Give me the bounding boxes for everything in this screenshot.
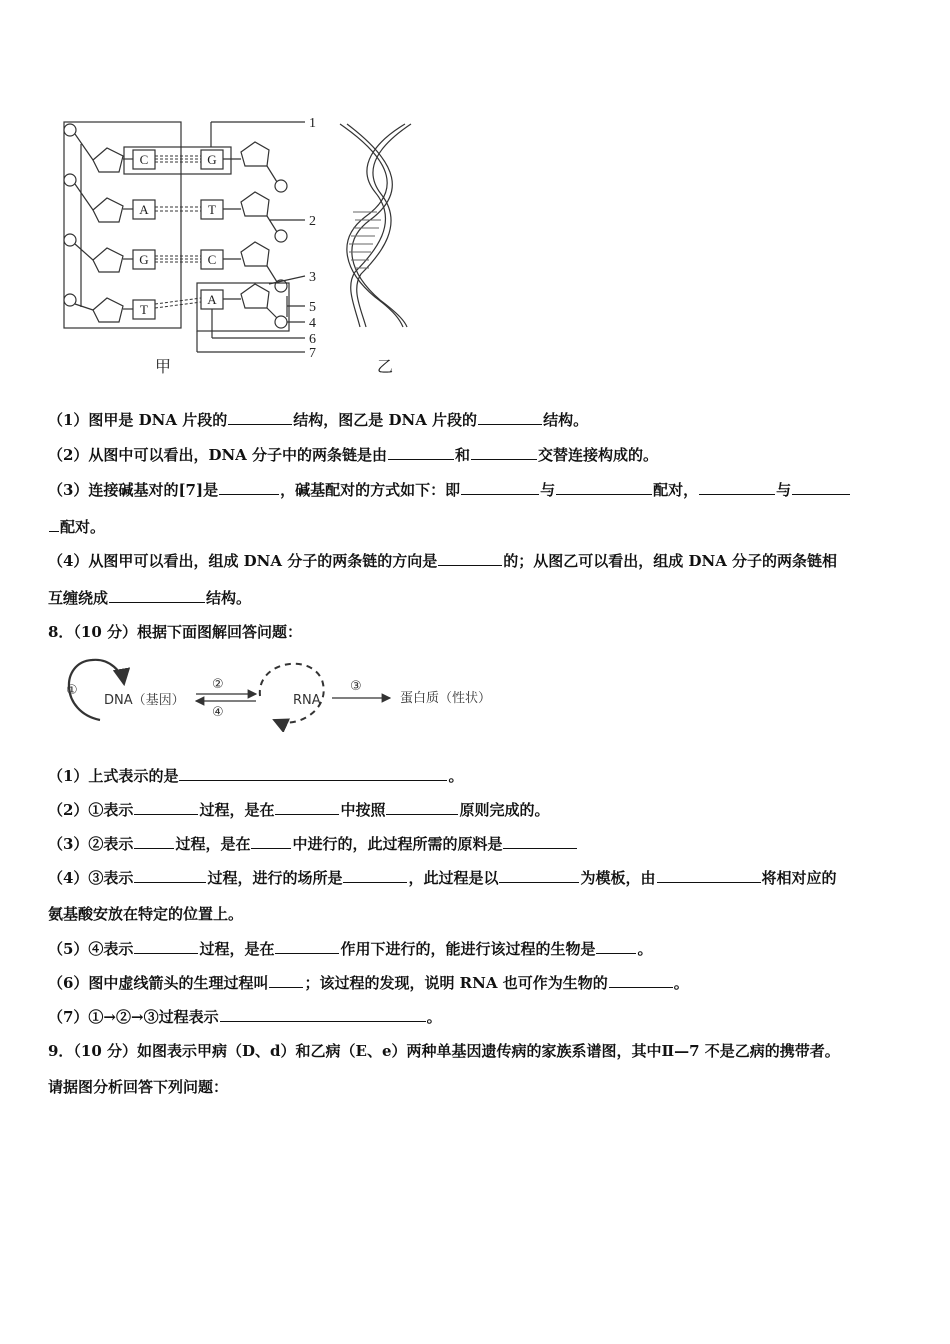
rna-label: RNA [293,693,321,708]
q8-part-1: （1）上式表示的是 。 [48,764,910,787]
base-right-4: A [207,292,217,307]
protein-label: 蛋白质（性状） [400,691,492,706]
q9-instruction: 请据图分析回答下列问题： [48,1078,229,1096]
mark-3: ③ [350,679,362,694]
q9-header: 9．（10 分）如图表示甲病（D、d）和乙病（E、e）两种单基因遗传病的家族系谱图，其中Ⅱ—7 不是乙病的携带者。 [48,1042,840,1060]
dna-label: DNA（基因） [104,693,185,708]
q8-header: 8．（10 分）根据下面图解回答问题： [48,623,303,641]
callout-5: 5 [309,300,316,315]
base-right-1: G [207,152,217,167]
q8-part-4-cont: 氨基酸安放在特定的位置上。 [48,905,244,923]
mark-2: ② [212,677,224,692]
callout-4: 4 [309,316,316,331]
q8-part-6: （6）图中虚线箭头的生理过程叫 ；该过程的发现，说明 RNA 也可作为生物的 。 [48,971,910,994]
central-dogma-diagram [60,652,520,732]
base-left-4: T [140,302,148,317]
q8-part-2: （2）①表示 过程，是在 中按照 原则完成的。 [48,798,910,821]
base-left-2: A [139,202,149,217]
q8-part-7: （7）①→②→③过程表示 。 [48,1005,910,1028]
base-right-2: T [208,202,216,217]
caption-jia: 甲 [154,357,172,376]
base-left-1: C [139,152,149,167]
base-left-3: G [139,252,149,267]
q8-part-5: （5）④表示 过程，是在 作用下进行的，能进行该过程的生物是 。 [48,937,910,960]
callout-2: 2 [309,214,316,229]
base-right-3: C [207,252,217,267]
q7-part-4: （4）从图甲可以看出，组成 DNA 分子的两条链的方向是 的；从图乙可以看出，组成 DNA 分子的两条链相 [48,549,910,572]
mark-1: ① [66,683,78,698]
callout-7: 7 [309,346,316,361]
q7-part-2: （2）从图中可以看出，DNA 分子中的两条链是由 和 交替连接构成的。 [48,443,910,466]
dna-structure-figure [55,112,435,382]
q7-part-3-cont: 配对。 [48,515,910,538]
callout-6: 6 [309,332,316,347]
q8-part-4: （4）③表示 过程，进行的场所是 ，此过程是以 为模板，由 将相对应的 [48,866,910,889]
q7-part-1: （1）图甲是 DNA 片段的 结构，图乙是 DNA 片段的 结构。 [48,408,910,431]
q7-part-3: （3）连接碱基对的[7]是 ，碱基配对的方式如下：即 与 配对， 与 [48,478,910,501]
q7-part-4-cont: 互缠绕成 结构。 [48,586,910,609]
callout-3: 3 [309,270,316,285]
mark-4: ④ [212,705,224,720]
q8-part-3: （3）②表示 过程，是在 中进行的，此过程所需的原料是 [48,832,910,855]
callout-1: 1 [309,116,316,131]
caption-yi: 乙 [376,357,394,376]
